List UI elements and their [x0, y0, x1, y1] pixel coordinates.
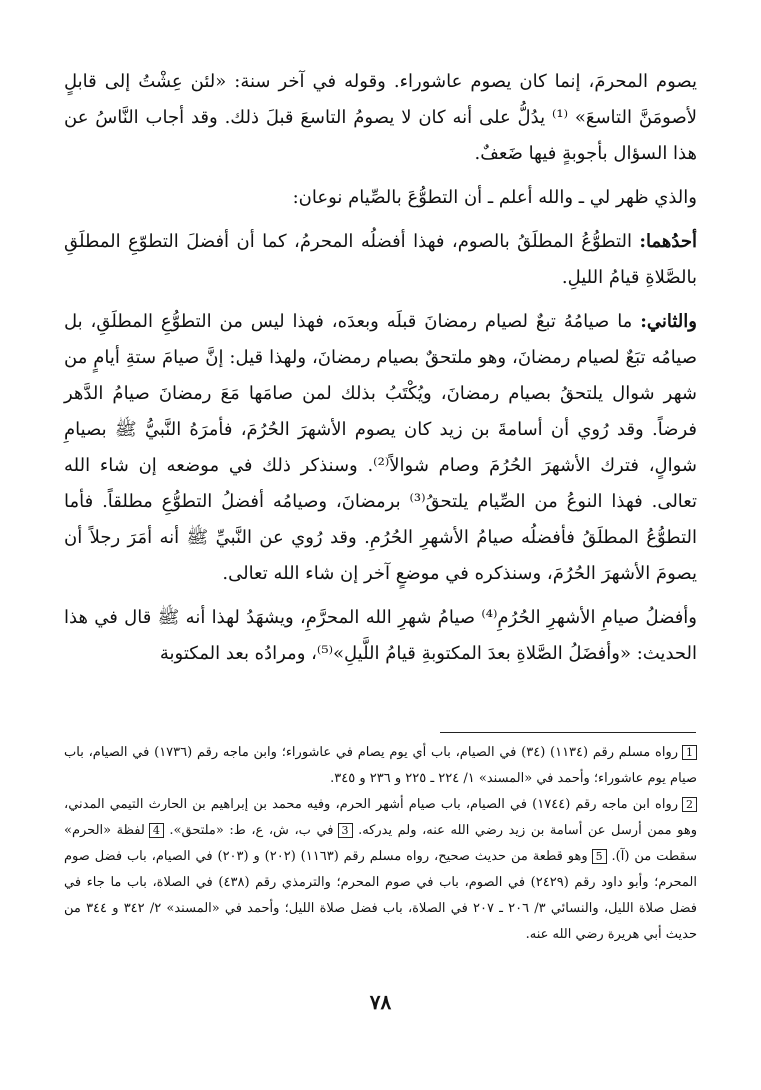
paragraph-text: ما صيامُهُ تبعٌ لصيام رمضانَ قبلَه وبعدَه، فهذا ليس من التطوُّعِ المطلَقِ، بل صيامُه تبَعٌ لصيام رمضانَ، وهو ملتحقٌ بصيام رمضانَ، ولهذا قيل: إنَّ صيامَ ستةِ أيامٍ من شهر شوال يلتحقُ بصيام رمضانَ، ويُكْتَبُ بذلك لمن صامَها مَعَ رمضانَ صيامُ الدَّهر فرضاً. وقد رُوي أن أسامةَ بن زيد كان يصوم الأشهرَ الحُرُمَ، فأمرَهُ النَّبيُّ ﷺ بصيامِ شوالٍ، فترك الأشهرَ الحُرُمَ وصام شوالاً⁽²⁾. وسنذكر ذلك في موضعه إن شاء الله تعالى. فهذا النوعُ من الصِّيام يلتحقُ⁽³⁾ برمضانَ، وصيامُه أفضلُ التطوُّعِ مطلقاً. فأما التطوُّعُ المطلَقُ فأفضلُه صيامُ الأشهرِ الحُرُمِ. وقد رُوي عن النَّبيِّ ﷺ أنه أمَرَ رجلاً أن يصومَ الأشهرَ الحُرُمَ، وسنذكره في موضعٍ آخر إن شاء الله تعالى.: [64, 311, 697, 584]
paragraph-text: وأفضلُ صيامِ الأشهرِ الحُرُمِ⁽⁴⁾ صيامُ شهرِ الله المحرَّمِ، ويشهَدُ لهذا أنه ﷺ قال في هذا الحديث: «وأفضَلُ الصَّلاةِ بعدَ المكتوبةِ قيامُ اللَّيلِ»⁽⁵⁾، ومرادُه بعد المكتوبة: [64, 607, 697, 664]
footnote-1: [64, 740, 697, 792]
footnote-number: 1: [682, 745, 697, 760]
paragraph-4: [64, 304, 697, 592]
paragraph-5: [64, 600, 697, 672]
paragraph-lead: أحدُهما:: [639, 231, 697, 252]
footnote-number: 4: [149, 823, 164, 838]
footnote-text: رواه ابن ماجه رقم (١٧٤٤) في الصيام، باب صيام أشهر الحرم، وفيه محمد بن إبراهيم بن الحارث التيمي المدني، وهو ممن أرسل عن أسامة بن زيد رضي الله عنه، ولم يدركه.: [64, 797, 698, 838]
paragraph-text: والذي ظهر لي ـ والله أعلم ـ أن التطوُّعَ بالصِّيام نوعان:: [292, 187, 697, 208]
footnote-2-3: [64, 792, 697, 948]
paragraph-3: [64, 224, 697, 296]
footnote-text: رواه مسلم رقم (١١٣٤) (٣٤) في الصيام، باب أي يوم يصام في عاشوراء؛ وابن ماجه رقم (١٧٣٦) في الصيام، باب صيام يوم عاشوراء؛ وأحمد في «المسند» ١/ ٢٢٤ ـ ٢٢٥ و ٢٣٦ و ٣٤٥.: [64, 745, 697, 786]
footnote-separator: [440, 732, 696, 733]
footnote-text: وهو قطعة من حديث صحيح، رواه مسلم رقم (١١٦٣) (٢٠٢) و (٢٠٣) في الصيام، باب فضل صوم المحرم؛ وأبو داود رقم (٢٤٢٩) في الصوم، باب في صوم المحرم؛ والترمذي رقم (٤٣٨) في الصلاة، باب ما جاء في فضل صلاة الليل، والنسائي ٣/ ٢٠٦ ـ ٢٠٧ في الصلاة، باب فضل صلاة الليل؛ وأحمد في «المسند» ٢/ ٣٤٢ و ٣٤٤ من حديث أبي هريرة رضي الله عنه.: [64, 849, 698, 942]
paragraph-text: يصوم المحرمَ، إنما كان يصوم عاشوراء. وقوله في آخر سنة: «لئن عِشْتُ إلى قابلٍ لأصومَنَّ التاسعَ» ⁽¹⁾ يدُلُّ على أنه كان لا يصومُ التاسعَ قبلَ ذلك. وقد أجاب النَّاسُ عن هذا السؤال بأجوبةٍ فيها ضَعفٌ.: [64, 71, 698, 164]
paragraph-text: التطوُّعُ المطلَقُ بالصوم، فهذا أفضلُه المحرمُ، كما أن أفضلَ التطوّعِ المطلَقِ بالصَّلاةِ قيامُ الليلِ.: [64, 231, 697, 288]
footnote-number: 5: [592, 849, 607, 864]
footnote-text: لفظة «الحرم» سقطت من (آ).: [64, 823, 697, 864]
page-number: ٧٨: [369, 990, 392, 1014]
paragraph-lead: والثاني:: [640, 311, 697, 332]
footnote-number: 3: [338, 823, 353, 838]
footnote-number: 2: [682, 797, 697, 812]
paragraph-2: [64, 180, 697, 216]
main-text: [64, 64, 697, 672]
footnotes: [64, 740, 697, 948]
paragraph-1: [64, 64, 697, 172]
footnote-text: في ب، ش، ع، ط: «ملتحق».: [169, 823, 334, 838]
